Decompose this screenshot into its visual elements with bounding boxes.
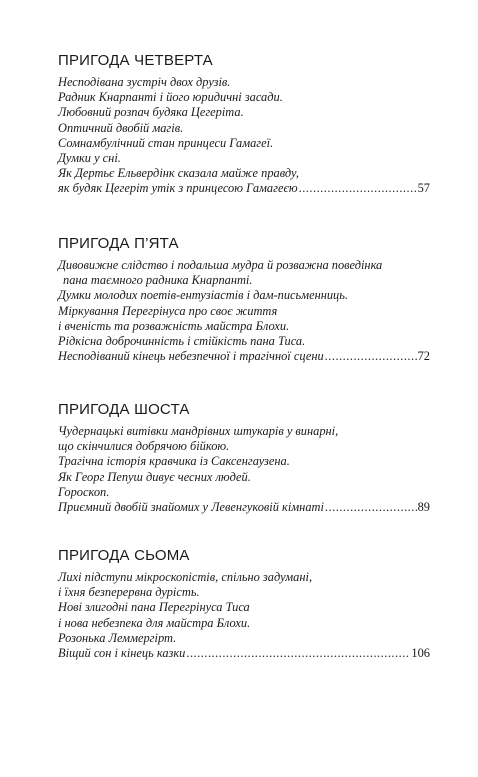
summary-line: Як Дертьє Ельвердінк сказала майже правду, xyxy=(58,166,299,181)
summary-line: Думки молодих поетів-ентузіастів і дам-письменниць. xyxy=(58,288,348,303)
dot-leader xyxy=(186,646,410,661)
toc-section-chapter-6 xyxy=(58,401,430,515)
summary-line: Нові злигодні пана Перегрінуса Тиса xyxy=(58,600,250,615)
summary-line: і вченість та розважність майстра Блохи. xyxy=(58,318,290,333)
summary-line: Розонька Леммергірт. xyxy=(58,630,177,645)
chapter-summary xyxy=(58,424,430,515)
summary-line: Любовний розпач будяка Цегеріта. xyxy=(58,105,244,120)
summary-line: Сомнамбулічний стан принцеси Гамагеї. xyxy=(58,135,274,150)
summary-line: Радник Кнарпанті і його юридичні засади. xyxy=(58,90,283,105)
summary-line: Чудернацькі витівки мандрівних штукарів у винарні, xyxy=(58,424,339,438)
page-number: 106 xyxy=(411,646,430,661)
dot-leader xyxy=(325,500,417,515)
toc-entry[interactable] xyxy=(58,349,430,364)
chapter-summary xyxy=(58,258,430,364)
summary-line: Приємний двобій знайомих у Левенгуковій кімнаті xyxy=(58,500,324,515)
dot-leader xyxy=(325,349,417,364)
summary-line: Дивовижне слідство і подальша мудра й розважна поведінка xyxy=(58,258,383,272)
toc-section-chapter-5 xyxy=(58,235,430,364)
summary-line: Гороскоп. xyxy=(58,484,110,499)
summary-line: пана таємного радника Кнарпанті. xyxy=(63,273,253,288)
toc-entry[interactable] xyxy=(58,500,430,515)
toc-entry[interactable] xyxy=(58,646,430,661)
chapter-heading: ПРИГОДА СЬОМА xyxy=(58,547,190,564)
summary-line: і нова небезпека для майстра Блохи. xyxy=(58,615,251,630)
page-number: 72 xyxy=(417,349,430,364)
summary-line: Несподіваний кінець небезпечної і трагічної сцени xyxy=(58,349,324,364)
chapter-summary xyxy=(58,570,430,661)
summary-line: Несподівана зустріч двох друзів. xyxy=(58,75,231,89)
summary-line: Віщий сон і кінець казки xyxy=(58,646,186,661)
page-number: 57 xyxy=(417,181,430,196)
dot-leader xyxy=(299,181,417,196)
summary-line: Лихі підступи мікроскопістів, спільно задумані, xyxy=(58,570,313,584)
chapter-heading: ПРИГОДА ШОСТА xyxy=(58,401,190,418)
summary-line: і їхня безперервна дурість. xyxy=(58,585,200,600)
chapter-summary xyxy=(58,75,430,197)
toc-entry[interactable] xyxy=(58,181,430,196)
chapter-heading: ПРИГОДА ЧЕТВЕРТА xyxy=(58,52,213,69)
summary-line: Трагічна історія кравчика із Саксенгаузена. xyxy=(58,454,290,469)
summary-line: Оптичний двобій магів. xyxy=(58,120,184,135)
summary-line: Рідкісна доброчинність і стійкість пана Тиса. xyxy=(58,334,306,349)
summary-line: Як Георг Пепуш дивує чесних людей. xyxy=(58,469,251,484)
summary-line: Думки у сні. xyxy=(58,151,121,166)
summary-line: Міркування Перегрінуса про своє життя xyxy=(58,303,278,318)
chapter-heading: ПРИГОДА П’ЯТА xyxy=(58,235,179,252)
summary-line: що скінчилися добрячою бійкою. xyxy=(58,439,230,454)
toc-section-chapter-7 xyxy=(58,547,430,661)
summary-line: як будяк Цегеріт утік з принцесою Гамагеєю xyxy=(58,181,298,196)
toc-section-chapter-4 xyxy=(58,52,430,197)
page-number: 89 xyxy=(417,500,430,515)
